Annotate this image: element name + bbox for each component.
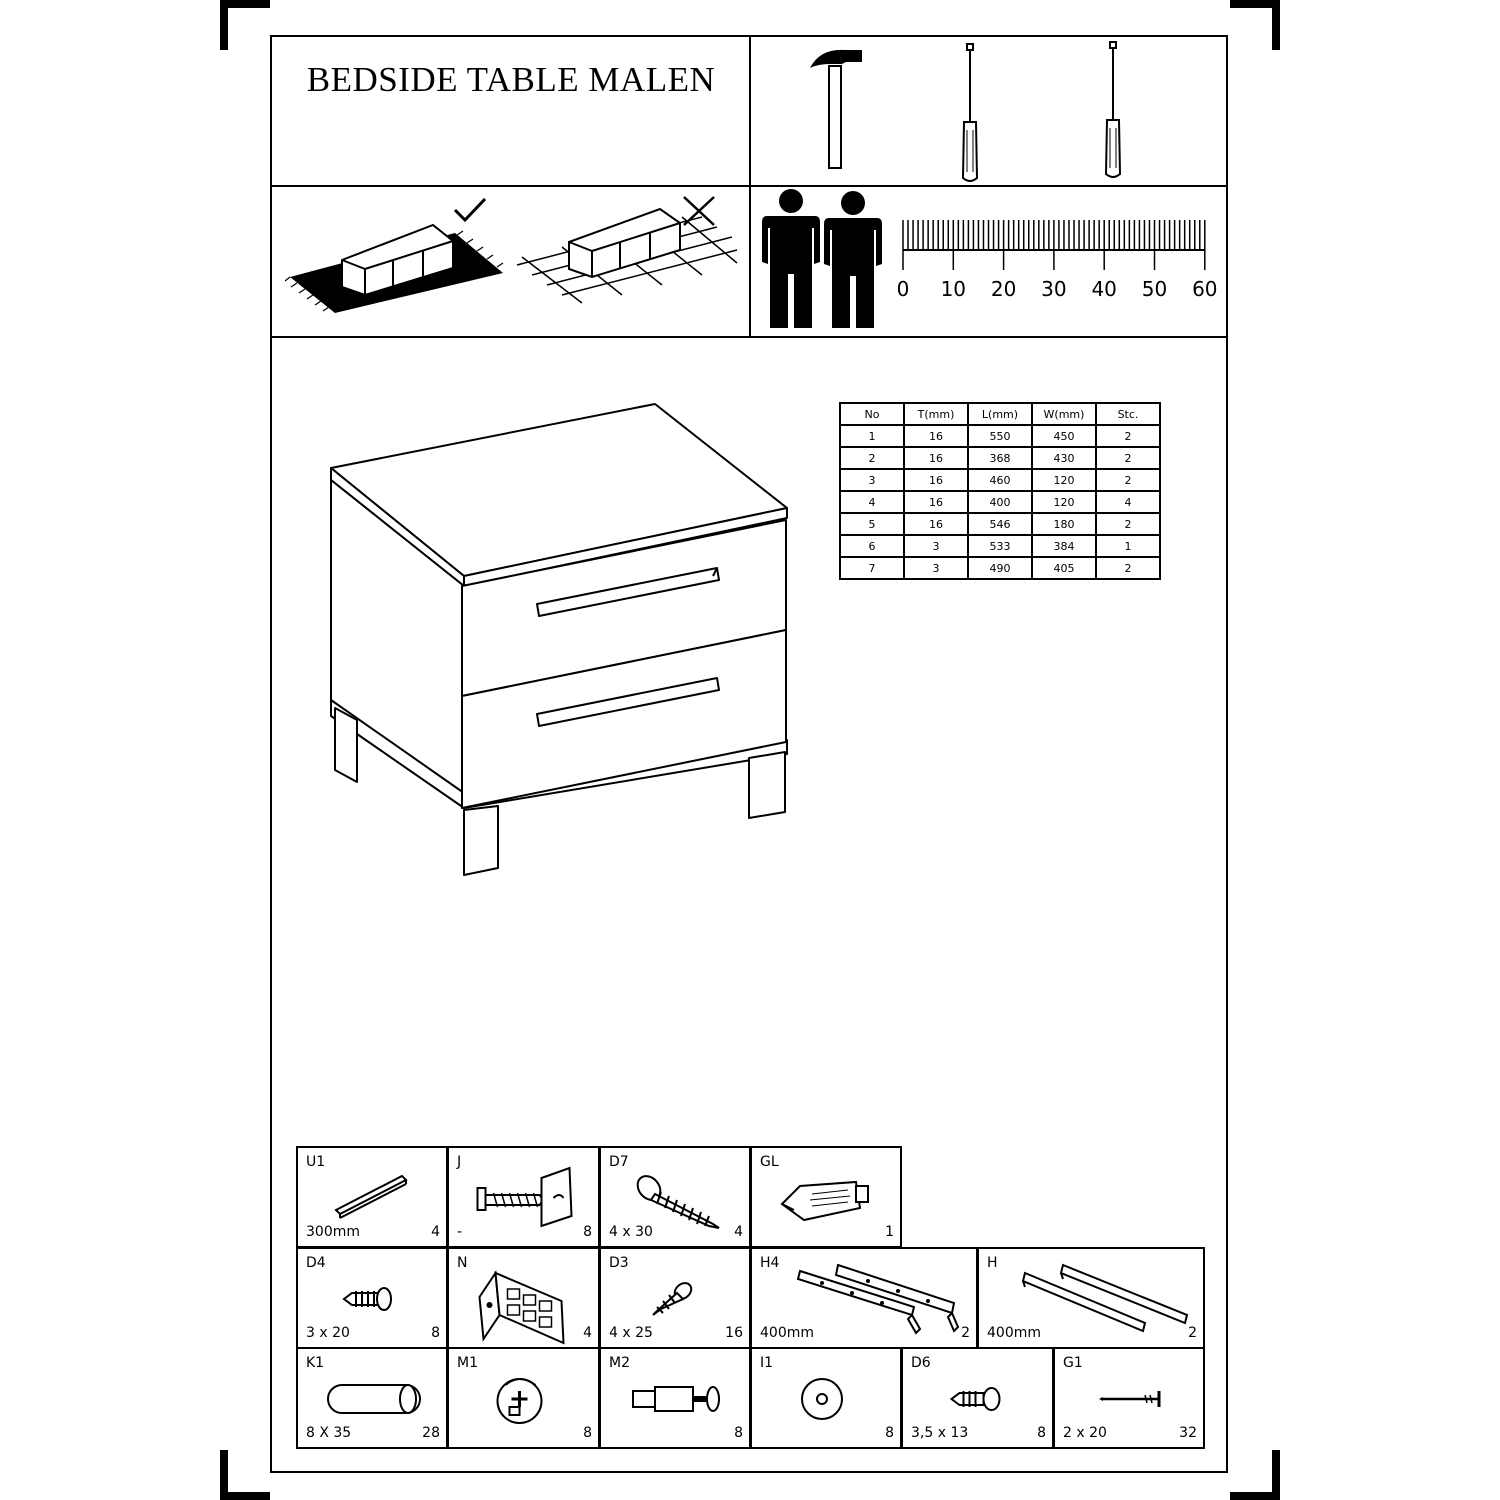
table-cell: 2 [840, 447, 904, 469]
table-row [840, 425, 1160, 447]
phillips-screwdriver-icon [1098, 38, 1128, 180]
page-title: BEDSIDE TABLE MALEN [306, 60, 716, 99]
hardware-item [599, 1347, 751, 1449]
table-row [840, 469, 1160, 491]
hardware-quantity: 32 [1179, 1425, 1197, 1441]
hardware-quantity: 8 [885, 1425, 894, 1441]
hardware-code: N [457, 1255, 468, 1271]
table-cell: 3 [904, 535, 968, 557]
hardware-quantity: 4 [734, 1224, 743, 1240]
hardware-quantity: 2 [1188, 1325, 1197, 1341]
table-cell: 120 [1032, 469, 1096, 491]
table-row [840, 491, 1160, 513]
table-header: T(mm) [904, 403, 968, 425]
two-persons-icon [760, 188, 885, 330]
table-cell: 1 [840, 425, 904, 447]
hardware-quantity: 8 [583, 1425, 592, 1441]
flathead-screwdriver-icon [955, 42, 985, 184]
crop-mark-top-right [1272, 0, 1280, 50]
hardware-code: I1 [760, 1355, 774, 1371]
hardware-item [750, 1347, 902, 1449]
hardware-item [599, 1247, 751, 1349]
table-cell: 16 [904, 447, 968, 469]
hardware-code: J [457, 1154, 462, 1170]
table-cell: 16 [904, 425, 968, 447]
hardware-item [296, 1247, 448, 1349]
table-row [840, 535, 1160, 557]
table-cell: 3 [904, 557, 968, 579]
hardware-code: H [987, 1255, 998, 1271]
hardware-size: 8 X 35 [306, 1425, 352, 1441]
hardware-code: M1 [457, 1355, 478, 1371]
hardware-size: 4 x 30 [609, 1224, 653, 1240]
hardware-quantity: 28 [422, 1425, 440, 1441]
table-cell: 2 [1096, 425, 1160, 447]
table-cell: 16 [904, 491, 968, 513]
table-cell: 450 [1032, 425, 1096, 447]
hardware-code: U1 [306, 1154, 326, 1170]
table-cell: 2 [1096, 557, 1160, 579]
table-cell: 2 [1096, 469, 1160, 491]
ruler-label: 0 [896, 277, 910, 301]
cover-cap-icon [752, 1349, 904, 1451]
table-cell: 120 [1032, 491, 1096, 513]
corner-bracket-icon [449, 1249, 602, 1351]
hardware-code: M2 [609, 1355, 630, 1371]
hardware-item [296, 1347, 448, 1449]
hardware-item [296, 1146, 448, 1248]
hardware-quantity: 4 [431, 1224, 440, 1240]
ruler-label: 20 [990, 277, 1017, 301]
ruler-label: 10 [940, 277, 967, 301]
hardware-size: 3,5 x 13 [911, 1425, 969, 1441]
crop-mark-bottom-right [1272, 1450, 1280, 1500]
table-header: Stc. [1096, 403, 1160, 425]
table-cell: 16 [904, 469, 968, 491]
table-cell: 4 [1096, 491, 1160, 513]
connector-screw-icon [449, 1148, 602, 1250]
hardware-item [447, 1247, 600, 1349]
hardware-quantity: 8 [583, 1224, 592, 1240]
table-row [840, 513, 1160, 535]
table-cell: 4 [840, 491, 904, 513]
hardware-code: G1 [1063, 1355, 1083, 1371]
hardware-item [750, 1146, 902, 1248]
table-cell: 7 [840, 557, 904, 579]
table-row [840, 557, 1160, 579]
table-cell: 1 [1096, 535, 1160, 557]
hardware-item [447, 1146, 600, 1248]
hardware-quantity: 4 [583, 1325, 592, 1341]
hardware-code: GL [760, 1154, 779, 1170]
hardware-code: D6 [911, 1355, 931, 1371]
hardware-code: H4 [760, 1255, 780, 1271]
table-row [840, 447, 1160, 469]
table-cell: 533 [968, 535, 1032, 557]
table-cell: 400 [968, 491, 1032, 513]
hardware-size: 400mm [760, 1325, 814, 1341]
hardware-size: 300mm [306, 1224, 360, 1240]
table-cell: 368 [968, 447, 1032, 469]
hardware-item [1053, 1347, 1205, 1449]
bedside-table-drawing [325, 398, 795, 883]
hardware-code: D4 [306, 1255, 326, 1271]
table-cell: 430 [1032, 447, 1096, 469]
hammer-icon [800, 40, 870, 175]
table-cell: 2 [1096, 447, 1160, 469]
crop-mark-top-left [220, 0, 228, 50]
hardware-quantity: 8 [734, 1425, 743, 1441]
assemble-on-hard-floor-icon [512, 195, 742, 310]
table-cell: 384 [1032, 535, 1096, 557]
table-header: L(mm) [968, 403, 1032, 425]
ruler-label: 50 [1141, 277, 1168, 301]
assemble-on-carpet-icon [285, 195, 505, 325]
hardware-size: 400mm [987, 1325, 1041, 1341]
hardware-item [750, 1247, 978, 1349]
table-cell: 16 [904, 513, 968, 535]
hardware-item [901, 1347, 1054, 1449]
hardware-code: D3 [609, 1255, 629, 1271]
hardware-quantity: 8 [431, 1325, 440, 1341]
hardware-size: 3 x 20 [306, 1325, 350, 1341]
hardware-code: D7 [609, 1154, 629, 1170]
table-cell: 490 [968, 557, 1032, 579]
table-header: W(mm) [1032, 403, 1096, 425]
hardware-size: 2 x 20 [1063, 1425, 1107, 1441]
table-cell: 6 [840, 535, 904, 557]
table-cell: 3 [840, 469, 904, 491]
table-cell: 5 [840, 513, 904, 535]
hardware-quantity: 8 [1037, 1425, 1046, 1441]
table-header: No [840, 403, 904, 425]
hardware-item [599, 1146, 751, 1248]
ruler-label: 60 [1192, 277, 1218, 301]
measurement-ruler [895, 215, 1215, 270]
hardware-size: - [457, 1224, 463, 1240]
table-cell: 2 [1096, 513, 1160, 535]
crop-mark-bottom-left [220, 1450, 228, 1500]
hardware-quantity: 16 [725, 1325, 743, 1341]
hardware-quantity: 1 [885, 1224, 894, 1240]
ruler-label: 40 [1091, 277, 1117, 301]
table-cell: 546 [968, 513, 1032, 535]
table-cell: 460 [968, 469, 1032, 491]
hardware-size: 4 x 25 [609, 1325, 653, 1341]
table-cell: 405 [1032, 557, 1096, 579]
table-cell: 550 [968, 425, 1032, 447]
hardware-item [447, 1347, 600, 1449]
parts-table [839, 402, 1161, 580]
table-cell: 180 [1032, 513, 1096, 535]
hardware-code: K1 [306, 1355, 325, 1371]
hardware-quantity: 2 [961, 1325, 970, 1341]
ruler-label: 30 [1041, 277, 1067, 301]
hardware-item [977, 1247, 1205, 1349]
